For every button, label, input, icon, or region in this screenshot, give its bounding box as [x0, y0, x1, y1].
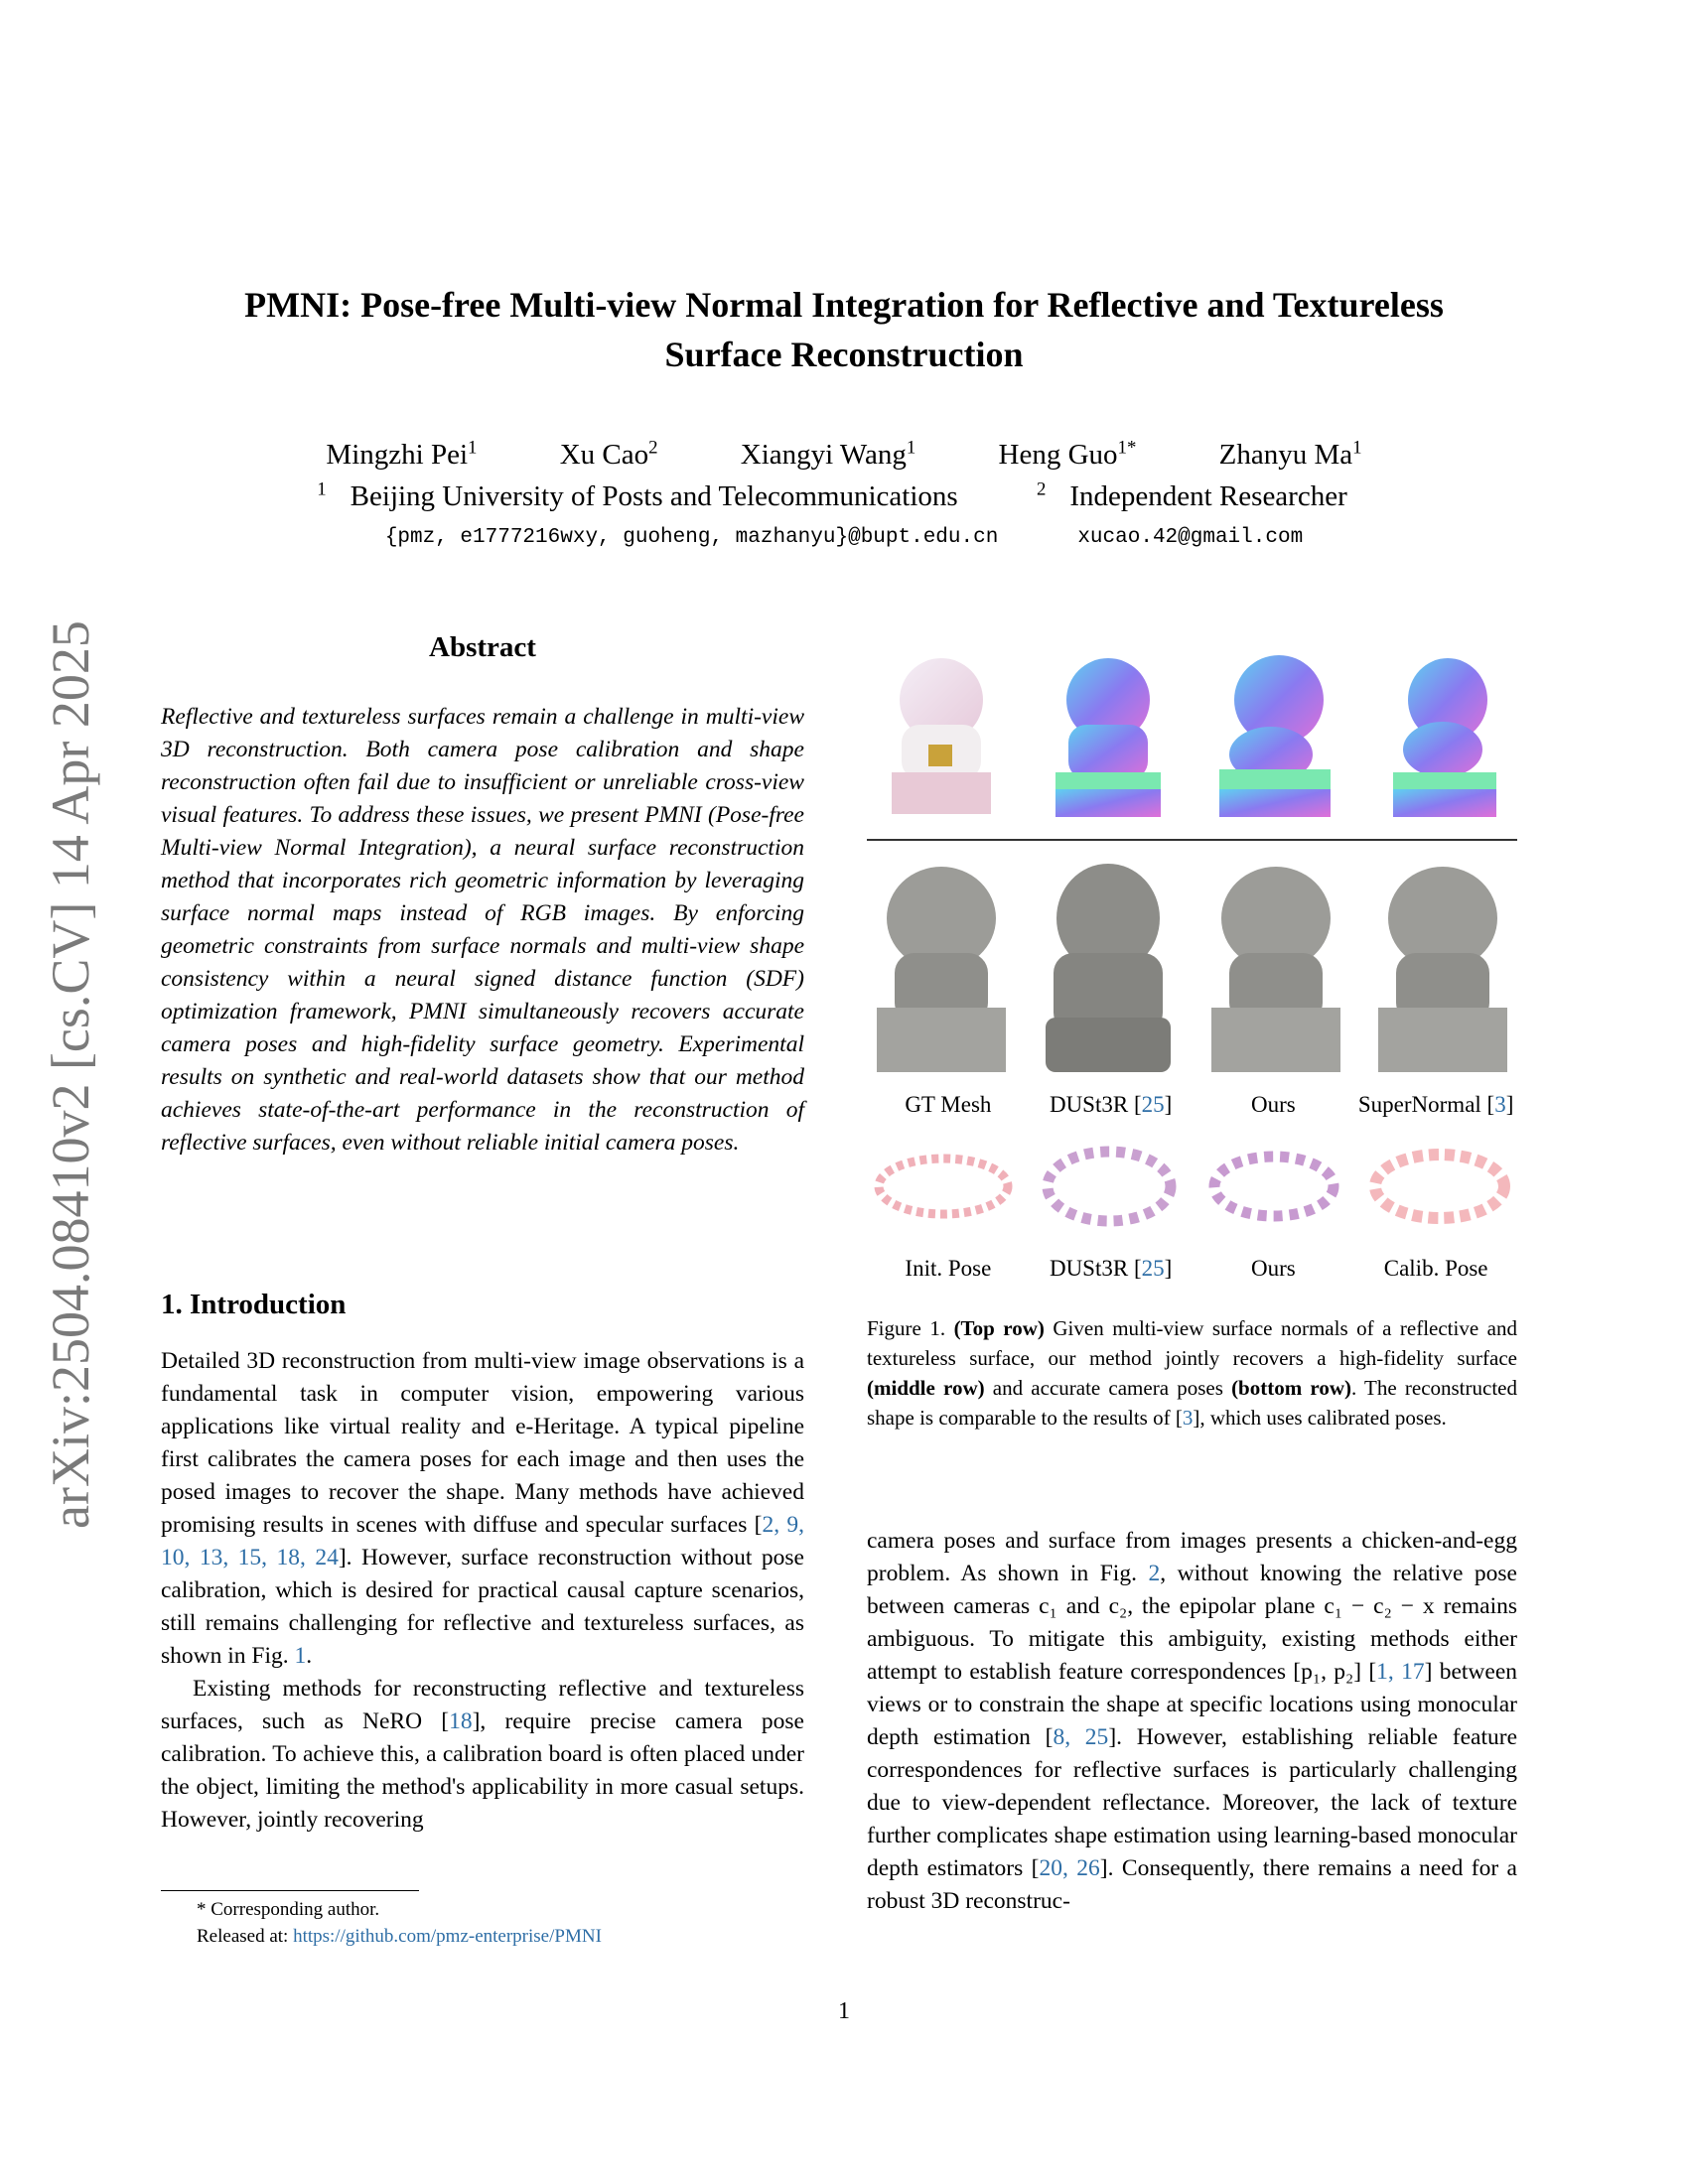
- label-ours: Ours: [1251, 1092, 1296, 1117]
- email: {pmz, e1777216wxy, guoheng, mazhanyu}@bupt.edu.cn: [384, 526, 999, 549]
- citation-link[interactable]: 8, 25: [1053, 1724, 1109, 1750]
- supernormal-mesh-image: [1368, 854, 1517, 1077]
- pose-labels: [867, 1256, 1517, 1282]
- figure-link[interactable]: 2: [1148, 1561, 1161, 1586]
- page-number: 1: [838, 1998, 850, 2024]
- paper-title: [99, 280, 1589, 379]
- author: Xu Cao$^2$: [559, 437, 658, 471]
- normal-map-image: [1368, 645, 1517, 824]
- arxiv-identifier: arXiv:2504.08410v2 [cs.CV] 14 Apr 2025: [41, 620, 100, 1529]
- label-ours-pose: Ours: [1251, 1256, 1296, 1281]
- author: Zhanyu Ma$^1$: [1218, 437, 1362, 471]
- citation-link[interactable]: 2, 9, 10, 13, 15, 18, 24: [161, 1512, 805, 1570]
- intro-text: Detailed 3D reconstruction from multi-view image observations is a fundamental task in computer vision, empowering various applications like virtual reality and e-Heritage. A typical pipeline first calibrates the camera poses for each image and then uses the posed images to recover the shape. Many methods have achieved promising results in scenes with diffuse and specular surfaces [2, 9, 10, 13, 15, 18, 24]. However, surface reconstruction without pose calibration, which is desired for practical causal capture scenarios, still remains challenging for reflective and textureless surfaces, as shown in Fig. 1. Existing methods for reconstructing reflective and textureless surfaces, such as NeRO [18], require precise camera pose calibration. To achieve this, a calibration board is often placed under the object, limiting the method's applicability in more casual setups. However, jointly recovering: [161, 1348, 805, 1833]
- label-calib-pose: Calib. Pose: [1383, 1256, 1488, 1281]
- github-link[interactable]: https://github.com/pmz-enterprise/PMNI: [293, 1926, 602, 1947]
- label-dust3r-pose: DUSt3R [25]: [1049, 1256, 1173, 1281]
- citation-link[interactable]: 25: [1141, 1256, 1165, 1281]
- normal-map-image: [1034, 645, 1183, 824]
- abstract-heading: Abstract: [429, 631, 536, 663]
- dust3r-mesh-image: [1034, 854, 1183, 1077]
- affiliation: $^1$ Beijing University of Posts and Telecommunications: [317, 478, 958, 512]
- normal-map-image: [1201, 645, 1350, 824]
- citation-link[interactable]: 3: [1494, 1092, 1506, 1117]
- emails: [99, 526, 1589, 549]
- right-column-text: camera poses and surface from images presents a chicken-and-egg problem. As shown in Fig. 2, without knowing the relative pose between cameras c₁ and c₂, the epipolar plane c₁ − c₂ − x remains ambiguous. To mitigate this ambiguity, existing methods either attempt to establish feature correspondences [p₁, p₂] [1, 17] between views or to constrain the shape at specific locations using monocular depth estimation [8, 25]. However, establishing reliable feature correspondences for reflective surfaces is particularly challenging due to view-dependent reflectance. Moreover, the lack of texture further complicates shape estimation using learning-based monocular depth estimators [20, 26]. Consequently, there remains a need for a robust 3D reconstruc-: [867, 1528, 1518, 1914]
- author-list: [99, 437, 1589, 472]
- abstract-text: Reflective and textureless surfaces remain a challenge in multi-view 3D reconstruction. Both camera pose calibration and shape reconstruction often fail due to insufficient or unreliable cross-view visual features. To address these issues, we present PMNI (Pose-free Multi-view Normal Integration), a neural surface reconstruction method that incorporates rich geometric information by leveraging surface normal maps instead of RGB images. By enforcing geometric constraints from surface normals and multi-view shape consistency within a neural signed distance function (SDF) optimization framework, PMNI simultaneously recovers accurate camera poses and high-fidelity surface geometry. Experimental results on synthetic and real-world datasets show that our method achieves state-of-the-art performance in the reconstruction of reflective surfaces, even without reliable initial camera poses.: [161, 704, 804, 1156]
- calib-pose-image: [1363, 1127, 1517, 1246]
- title-line: PMNI: Pose-free Multi-view Normal Integration for Reflective and Textureless: [244, 285, 1444, 325]
- dust3r-pose-image: [1033, 1127, 1187, 1246]
- citation-link[interactable]: 25: [1141, 1092, 1165, 1117]
- intro-heading: 1. Introduction: [161, 1289, 347, 1320]
- author: Heng Guo$^{1*}$: [998, 437, 1137, 471]
- ours-pose-image: [1197, 1127, 1351, 1246]
- footnote-corresponding: * Corresponding author.: [197, 1899, 380, 1920]
- figure-caption: Figure 1. (Top row) Given multi-view surface normals of a reflective and textureless surface, our method jointly recovers a high-fidelity surface (middle row) and accurate camera poses (bottom row). The reconstructed shape is comparable to the results of [3], which uses calibrated poses.: [867, 1316, 1517, 1430]
- footnote-rule: [161, 1890, 419, 1891]
- email: xucao.42@gmail.com: [1077, 526, 1304, 549]
- meshes-row: [867, 854, 1517, 1077]
- affiliations: [99, 478, 1589, 513]
- title-line: Surface Reconstruction: [664, 335, 1024, 374]
- init-pose-image: [867, 1127, 1021, 1246]
- gt-mesh-image: [867, 854, 1016, 1077]
- label-gt-mesh: GT Mesh: [905, 1092, 992, 1117]
- citation-link[interactable]: 3: [1182, 1406, 1194, 1430]
- figure-link[interactable]: 1: [294, 1643, 307, 1669]
- normal-maps-row: [867, 645, 1517, 824]
- affiliation: $^2$ Independent Researcher: [1036, 478, 1347, 512]
- label-init-pose: Init. Pose: [905, 1256, 992, 1281]
- author: Xiangyi Wang$^1$: [740, 437, 916, 471]
- label-dust3r: DUSt3R [25]: [1049, 1092, 1173, 1117]
- mesh-labels: [867, 1092, 1517, 1118]
- citation-link[interactable]: 20, 26: [1039, 1855, 1100, 1881]
- citation-link[interactable]: 18: [449, 1708, 473, 1734]
- footnotes: [161, 1896, 602, 1950]
- citation-link[interactable]: 1, 17: [1376, 1659, 1425, 1685]
- label-supernormal: SuperNormal [3]: [1357, 1092, 1514, 1117]
- input-photo-image: [867, 645, 1016, 824]
- footnote-release: Released at: https://github.com/pmz-enterprise/PMNI: [197, 1926, 602, 1947]
- author: Mingzhi Pei$^1$: [326, 437, 478, 471]
- poses-row: [867, 1127, 1517, 1246]
- figure-divider: [867, 839, 1517, 841]
- ours-mesh-image: [1201, 854, 1350, 1077]
